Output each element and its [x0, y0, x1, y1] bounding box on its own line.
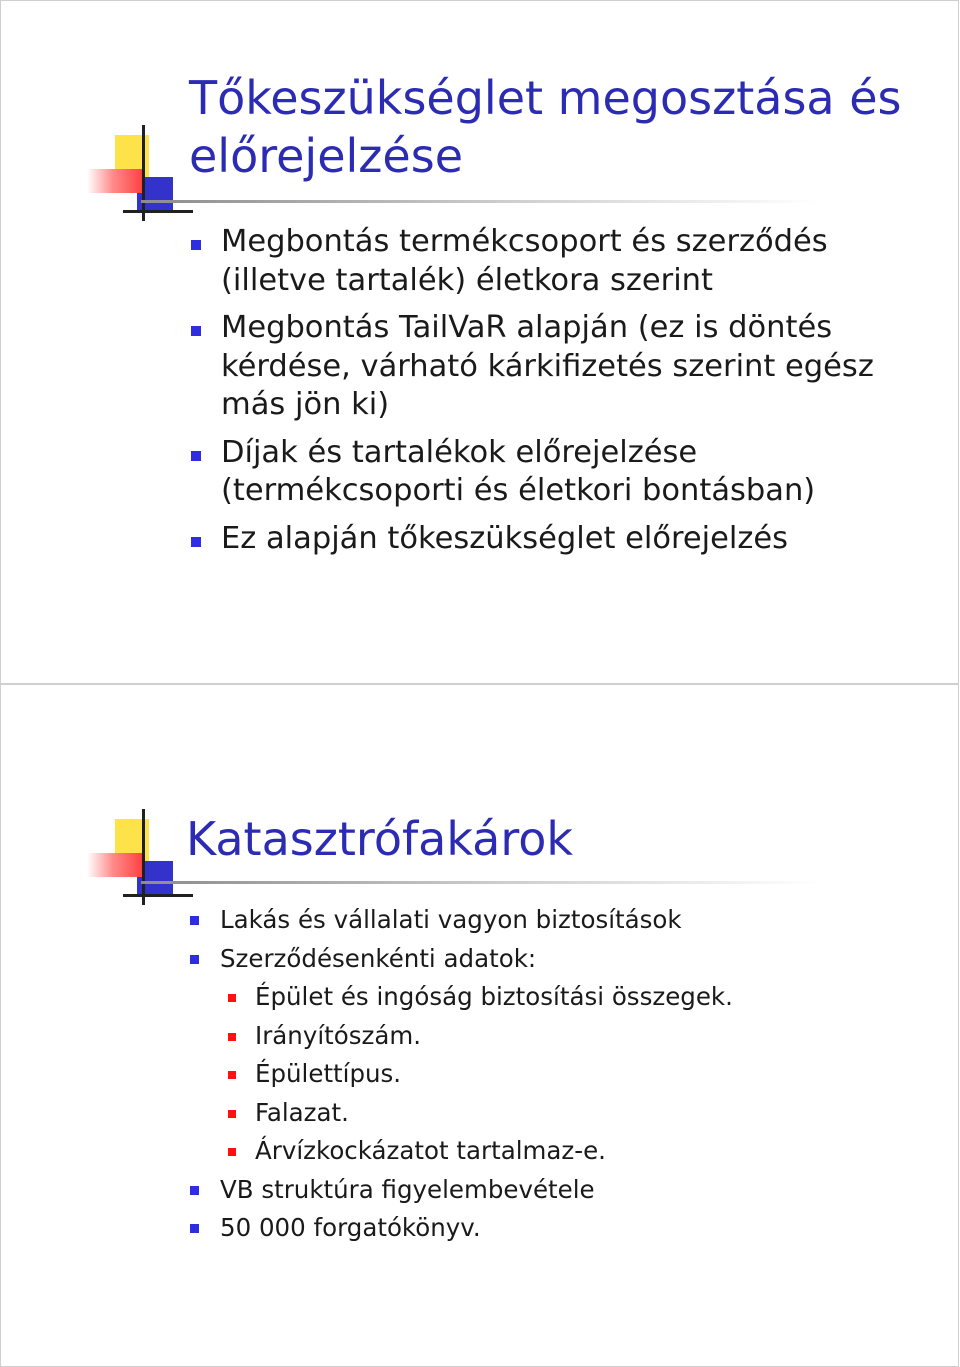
list-item-text: Falazat. — [255, 1097, 349, 1127]
list-item-text: Ez alapján tőkeszükséglet előrejelzés — [221, 520, 789, 556]
list-item-text: Épülettípus. — [255, 1059, 402, 1088]
square-bullet-icon — [228, 1148, 236, 1156]
list-item — [186, 940, 886, 979]
square-bullet-icon — [191, 240, 201, 250]
bullet-list — [187, 223, 887, 567]
list-item — [186, 1209, 886, 1248]
title-underline — [141, 881, 821, 884]
list-item — [187, 223, 887, 300]
list-item-text: Megbontás TailVaR alapján (ez is döntés kérdése, várható kárkifizetés szerint egész más jön ki) — [221, 310, 874, 422]
square-bullet-icon — [190, 1186, 199, 1195]
list-item — [187, 309, 887, 425]
list-item-text: Irányítószám. — [255, 1020, 422, 1050]
sub-list-item — [186, 1055, 886, 1094]
square-bullet-icon — [190, 955, 199, 964]
list-item — [187, 520, 887, 559]
square-bullet-icon — [191, 451, 201, 461]
slide-decoration — [87, 809, 197, 909]
list-item-text: Szerződésenkénti adatok: — [220, 943, 537, 973]
list-item-text: VB struktúra figyelembevétele — [220, 1174, 595, 1204]
slide-1 — [0, 0, 959, 684]
list-item-text: 50 000 forgatókönyv. — [220, 1213, 481, 1242]
list-item-text: Díjak és tartalékok előrejelzése (termékcsoporti és életkori bontásban) — [221, 434, 816, 508]
list-item-text: Megbontás termékcsoport és szerződés (illetve tartalék) életkora szerint — [221, 224, 828, 298]
bullet-list — [186, 901, 886, 1248]
square-bullet-icon — [228, 1071, 236, 1079]
sub-list-item — [186, 1017, 886, 1056]
list-item — [186, 901, 886, 940]
square-bullet-icon — [228, 1110, 236, 1118]
slide-title: Tőkeszükséglet megosztása és előrejelzése — [189, 71, 902, 183]
list-item — [187, 434, 887, 511]
title-underline — [141, 200, 821, 203]
list-item-text: Lakás és vállalati vagyon biztosítások — [220, 905, 682, 934]
list-item-text: Árvízkockázatot tartalmaz-e. — [255, 1136, 606, 1165]
square-bullet-icon — [190, 916, 199, 925]
sub-list-item — [186, 1094, 886, 1133]
list-item-text: Épület és ingóság biztosítási összegek. — [255, 982, 733, 1011]
slide-title: Katasztrófakárok — [186, 812, 574, 866]
list-item — [186, 1171, 886, 1210]
square-bullet-icon — [228, 994, 236, 1002]
square-bullet-icon — [190, 1224, 199, 1233]
slide-decoration — [87, 125, 197, 225]
sub-list-item — [186, 1132, 886, 1171]
square-bullet-icon — [191, 537, 201, 547]
square-bullet-icon — [191, 326, 201, 336]
sub-list-item — [186, 978, 886, 1017]
square-bullet-icon — [228, 1033, 236, 1041]
